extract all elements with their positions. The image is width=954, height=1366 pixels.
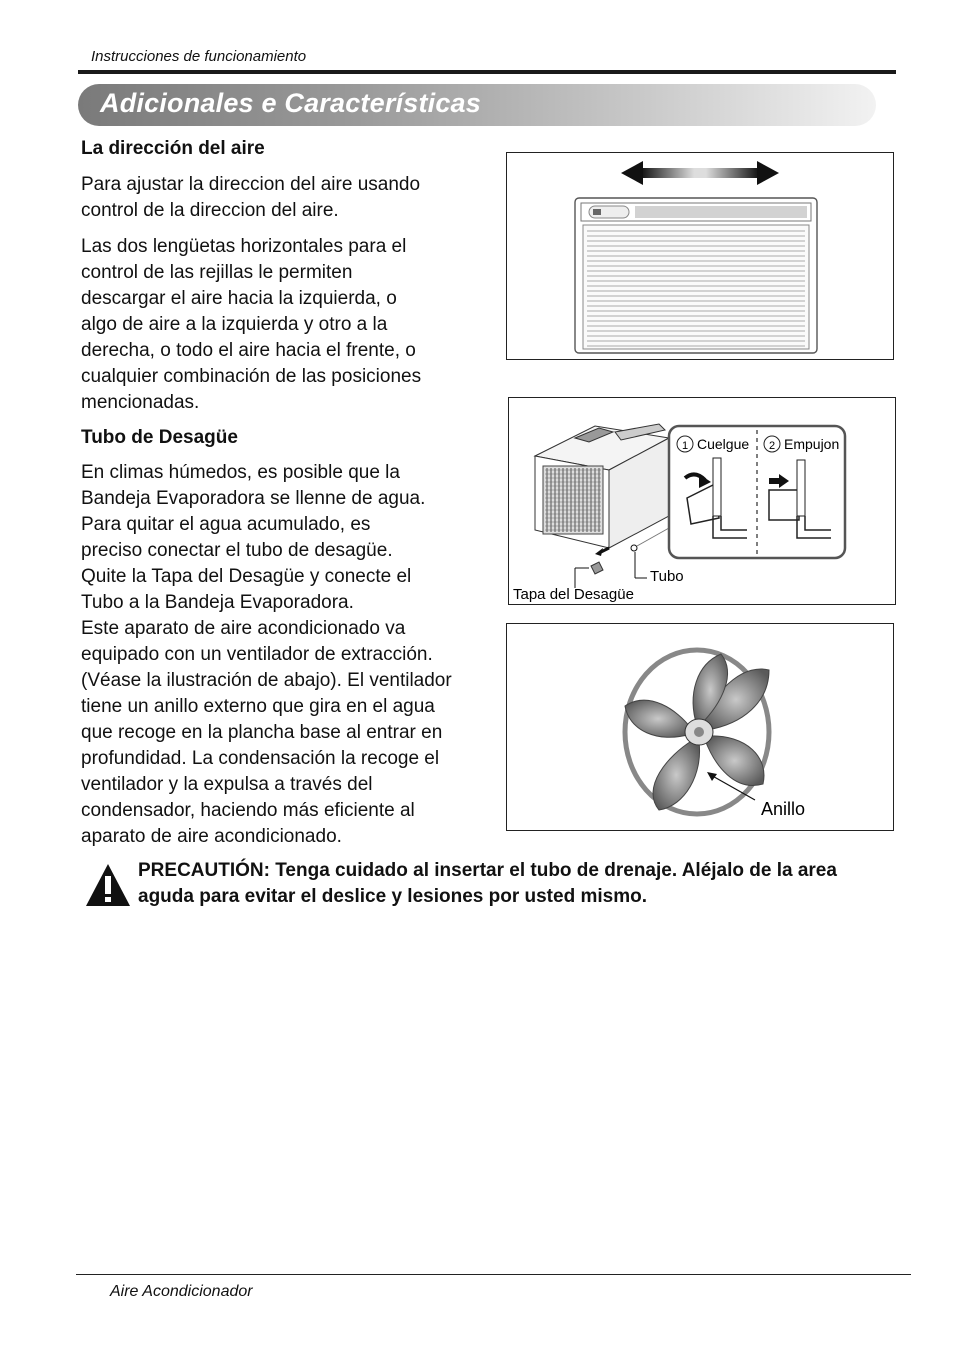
tube-label: Tubo [650,568,684,585]
drain-tube-paragraph: En climas húmedos, es posible que la Bandeja Evaporadora se llenne de agua. Para quitar el agua acumulado, es preciso conectar el tubo de desagüe. Quite la Tapa del Desagüe y conecte el Tubo a la Bandeja Evaporadora. Este aparato de aire acondicionado va equipado con un ventilador de extracción. (Véase la ilustración de abajo). El ventilador tiene un anillo externo que gira en el agua que recoge en la plancha base al entrar en profundidad. La condensación la recoge el ventilador y la expulsa a través del condensador, haciendo más eficiente al aparato de aire acondicionado. [81,462,452,847]
drain-cap-illustration [591,548,609,574]
drain-tube-heading: Tubo de Desagüe [81,427,238,448]
page-title: Adicionales e Características [100,88,481,118]
exhaust-fan-illustration [507,624,893,830]
air-conditioner-isometric-illustration [535,424,669,548]
step-2-number: 2 [768,440,776,452]
double-arrow-icon [621,161,779,185]
air-direction-heading: La dirección del aire [81,138,265,159]
step-2-label: Empujon [784,436,840,452]
drain-installation-illustration [509,398,895,604]
warning-triangle-icon [84,862,132,908]
fan-ring-figure [506,623,894,831]
ring-label: Anillo [761,799,806,819]
footer-label: Aire Acondicionador [110,1283,253,1300]
step-1-label: Cuelgue [697,436,750,452]
header-rule [78,70,896,74]
fan-blades-illustration [625,650,769,814]
drain-tube-figure [508,397,896,605]
section-title-bar [78,84,876,126]
air-direction-figure [506,152,894,360]
air-conditioner-front-illustration [507,153,893,359]
drain-cap-label: Tapa del Desagüe [513,586,634,603]
air-direction-paragraph-1: Para ajustar la direccion del aire usando control de la direccion del aire. [81,174,421,221]
air-direction-paragraph-2: Las dos lengüetas horizontales para el control de las rejillas le permiten descargar el aire hacia la izquierda, o algo de aire a la izquierda y otro a la derecha, o todo el aire hacia el frente, o cualquier combinación de las posiciones mencionadas. [81,236,422,413]
caution-text: PRECAUTIÓN: Tenga cuidado al insertar el tubo de drenaje. Aléjalo de la area aguda para evitar el deslice y lesiones por usted mismo. [138,860,837,907]
header-section-label: Instrucciones de funcionamiento [91,48,307,65]
step-1-number: 1 [681,440,689,452]
footer-rule [76,1274,911,1275]
